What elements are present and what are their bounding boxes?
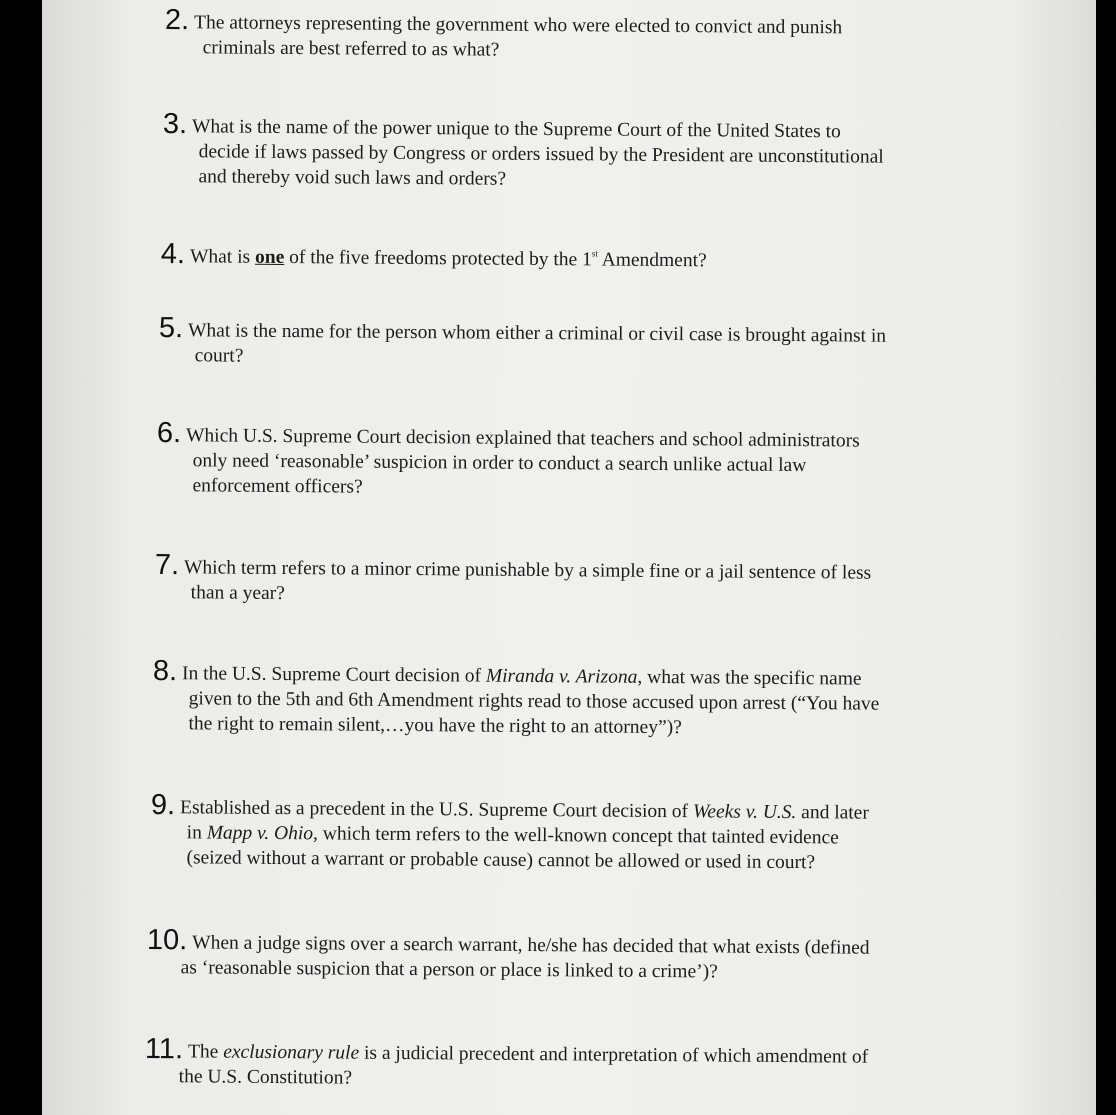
ordinal-suffix: st [591, 248, 598, 259]
question-7 [154, 549, 872, 611]
question-text-line: than a year? [190, 582, 285, 605]
question-3 [162, 108, 884, 195]
question-text-line: the right to remain silent,…you have the right to an attorney”)? [188, 713, 682, 739]
question-text: and later [801, 802, 869, 824]
question-number: 11. [144, 1033, 184, 1066]
question-number: 7. [154, 549, 180, 582]
emphasized-term: exclusionary rule [223, 1041, 360, 1064]
question-text-line: court? [194, 345, 244, 367]
question-number: 9. [150, 789, 176, 822]
question-11 [144, 1033, 869, 1095]
question-text-line: When a judge signs over a search warrant, he/she has decided that what exists (defined [192, 932, 870, 959]
question-text-line: enforcement officers? [192, 475, 363, 498]
question-text-line: criminals are best referred to as what? [202, 37, 500, 61]
question-number: 2. [164, 4, 190, 37]
question-8 [152, 655, 880, 742]
emphasized-word: one [254, 246, 285, 268]
question-text: , which term refers to the well-known concept that tainted evidence [312, 823, 839, 849]
question-text-line: What is the name of the power unique to the Supreme Court of the United States to [191, 116, 841, 143]
question-6 [156, 417, 860, 504]
question-number: 6. [156, 417, 182, 450]
question-text: The [187, 1041, 219, 1063]
case-name: Weeks v. U.S. [692, 801, 797, 824]
question-text: In the U.S. Supreme Court decision of [181, 663, 482, 687]
case-name: Miranda v. Arizona [485, 665, 638, 688]
question-text-line: decide if laws passed by Congress or orders issued by the President are unconstitutional [198, 141, 884, 168]
question-text: of the five freedoms protected by the 1 [289, 247, 592, 271]
worksheet-page [42, 0, 1096, 1115]
question-4 [161, 238, 707, 273]
question-text: , what was the specific name [637, 666, 862, 690]
question-text-line: and thereby void such laws and orders? [198, 166, 507, 190]
question-text-line: given to the 5th and 6th Amendment rights read to those accused upon arrest (“You have [188, 688, 880, 715]
question-text: What is [189, 246, 251, 268]
question-10 [146, 924, 870, 986]
question-number: 5. [158, 312, 184, 345]
question-text: is a judicial precedent and interpretation of which amendment of [363, 1042, 869, 1068]
question-text: Amendment? [601, 249, 707, 272]
case-name: Mapp v. Ohio [206, 822, 314, 845]
question-text-line: What is the name for the person whom either a criminal or civil case is brought against in [187, 320, 887, 347]
question-number: 10. [146, 924, 188, 957]
question-text-line: as ‘reasonable suspicion that a person or place is linked to a crime’)? [180, 957, 718, 983]
question-text-line: The attorneys representing the government who were elected to convict and punish [193, 12, 843, 39]
question-2 [164, 4, 843, 65]
question-text-line: (seized without a warrant or probable cause) cannot be allowed or used in court? [186, 847, 816, 874]
question-number: 3. [162, 108, 188, 141]
question-number: 8. [152, 655, 178, 688]
question-9 [150, 789, 869, 876]
question-text-line: only need ‘reasonable’ suspicion in order to conduct a search unlike actual law [192, 450, 807, 477]
question-text-line: Which term refers to a minor crime punishable by a simple fine or a jail sentence of less [183, 557, 872, 584]
question-text-line: the U.S. Constitution? [178, 1066, 353, 1089]
question-text: in [186, 822, 202, 844]
question-number: 4. [160, 238, 186, 271]
question-text-line: Which U.S. Supreme Court decision explained that teachers and school administrators [185, 425, 860, 452]
question-5 [158, 312, 887, 374]
question-text: Established as a precedent in the U.S. Supreme Court decision of [179, 797, 689, 823]
